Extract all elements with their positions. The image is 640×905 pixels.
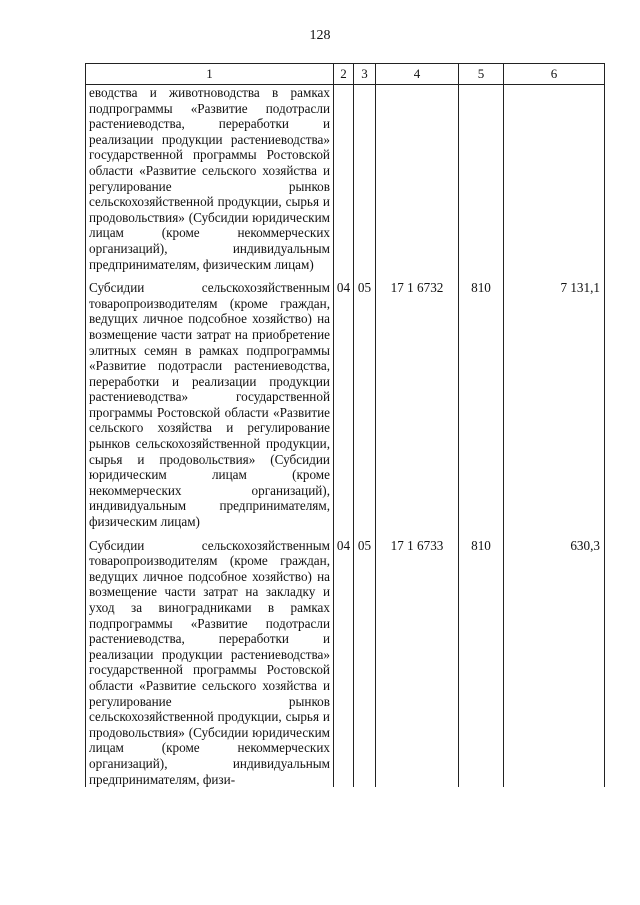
header-row xyxy=(86,64,605,85)
row-section-code: 04 xyxy=(334,278,354,536)
table-row xyxy=(86,536,605,788)
row-expense-type: 810 xyxy=(459,278,504,536)
header-col-1: 1 xyxy=(86,64,334,85)
row-target-code xyxy=(376,85,459,279)
header-col-5: 5 xyxy=(459,64,504,85)
row-expense-type xyxy=(459,85,504,279)
table-row xyxy=(86,85,605,279)
header-col-6: 6 xyxy=(504,64,605,85)
header-col-2: 2 xyxy=(334,64,354,85)
table-body xyxy=(86,85,605,788)
row-description: Субсидии сельскохозяйственным товаропроизводителям (кроме граждан, ведущих личное подсобное хозяйство) на возмещение части затрат на закладку и уход за виноградниками в рамках подпрограммы «Развитие подотрасли растениеводства, переработки и реализации продукции растениеводства» государственной программы Ростовской области «Развитие сельского хозяйства и регулирование рынков сельскохозяйственной продукции, сырья и продовольствия» (Субсидии юридическим лицам (кроме некоммерческих организаций), индивидуальным предпринимателям, физи- xyxy=(86,536,334,788)
row-description: еводства и животноводства в рамках подпрограммы «Развитие подотрасли растениеводства, переработки и реализации продукции растениеводства» государственной программы Ростовской области «Развитие сельского хозяйства и регулирование рынков сельскохозяйственной продукции, сырья и продовольствия» (Субсидии юридическим лицам (кроме некоммерческих организаций), индивидуальным предпринимателям, физическим лицам) xyxy=(86,85,334,279)
row-amount: 630,3 xyxy=(504,536,605,788)
row-target-code: 17 1 6732 xyxy=(376,278,459,536)
row-section-code xyxy=(334,85,354,279)
row-section-code: 04 xyxy=(334,536,354,788)
header-col-3: 3 xyxy=(354,64,376,85)
page-number: 128 xyxy=(309,28,331,43)
row-subsection-code: 05 xyxy=(354,278,376,536)
row-subsection-code: 05 xyxy=(354,536,376,788)
row-target-code: 17 1 6733 xyxy=(376,536,459,788)
header-col-4: 4 xyxy=(376,64,459,85)
table-row xyxy=(86,278,605,536)
table-header xyxy=(86,64,605,85)
row-amount: 7 131,1 xyxy=(504,278,605,536)
row-description: Субсидии сельскохозяйственным товаропроизводителям (кроме граждан, ведущих личное подсобное хозяйство) на возмещение части затрат на приобретение элитных семян в рамках подпрограммы «Развитие подотрасли растениеводства, переработки и реализации продукции растениеводства» государственной программы Ростовской области «Развитие сельского хозяйства и регулирование рынков сельскохозяйственной продукции, сырья и продовольствия» (Субсидии юридическим лицам (кроме некоммерческих организаций), индивидуальным предпринимателям, физическим лицам) xyxy=(86,278,334,536)
budget-table xyxy=(85,63,605,787)
row-subsection-code xyxy=(354,85,376,279)
row-amount xyxy=(504,85,605,279)
row-expense-type: 810 xyxy=(459,536,504,788)
